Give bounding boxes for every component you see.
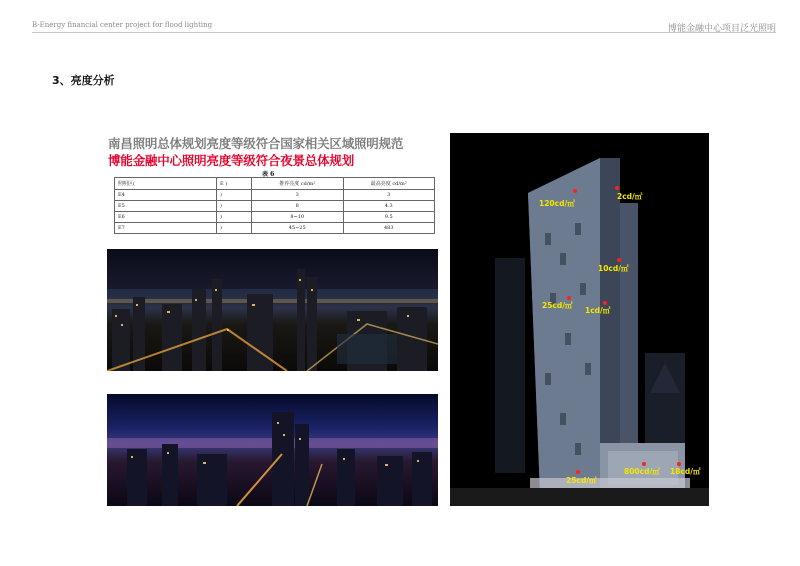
luminance-label: 25cd/㎡ xyxy=(542,301,573,310)
table-cell: 9.5 xyxy=(343,212,435,223)
header-project-name: B-Energy financial center project for flood lighting xyxy=(32,21,213,29)
table-cell: ) xyxy=(217,223,252,234)
table-header-cell: 照明区( xyxy=(115,178,217,190)
luminance-label: 1cd/㎡ xyxy=(585,306,611,315)
table-cell: 3 xyxy=(252,190,344,201)
luminance-marker xyxy=(615,186,619,190)
panel-title-line-2: 博能金融中心照明亮度等级符合夜景总体规划 xyxy=(108,153,355,168)
table-row xyxy=(115,201,435,212)
building-lighting-render xyxy=(450,133,709,506)
table-cell: ) xyxy=(217,190,252,201)
table-row xyxy=(115,212,435,223)
city-night-photo-2-art xyxy=(107,394,438,506)
table-cell: 3 xyxy=(343,190,435,201)
section-title: 3、亮度分析 xyxy=(52,74,115,87)
luminance-label: 2cd/㎡ xyxy=(617,192,643,201)
building-render-art xyxy=(450,133,709,506)
table-cell: 483 xyxy=(343,223,435,234)
table-cell: ) xyxy=(217,201,252,212)
table-row xyxy=(115,190,435,201)
table-caption: 表 6 xyxy=(262,171,275,178)
luminance-standard-table xyxy=(114,177,435,234)
header-divider xyxy=(32,32,776,33)
header-project-name-cn: 博能金融中心项目泛光照明 xyxy=(667,24,776,34)
luminance-label: 10cd/㎡ xyxy=(598,264,629,273)
table-cell: E5 xyxy=(115,201,217,212)
luminance-label: 25cd/㎡ xyxy=(566,476,597,485)
city-night-photo-1 xyxy=(107,249,438,371)
table-cell: 45~25 xyxy=(252,223,344,234)
table-header-cell: E ) xyxy=(217,178,252,190)
table-cell: 8~10 xyxy=(252,212,344,223)
table-header-cell: 推荐亮度 cd/m² xyxy=(252,178,344,190)
luminance-marker xyxy=(573,189,577,193)
city-night-photo-2 xyxy=(107,394,438,506)
table-cell: E4 xyxy=(115,190,217,201)
city-night-photo-1-art xyxy=(107,249,438,371)
table-cell: E6 xyxy=(115,212,217,223)
panel-title-line-1: 南昌照明总体规划亮度等级符合国家相关区域照明规范 xyxy=(108,136,404,151)
table-row xyxy=(115,223,435,234)
table-cell: 8 xyxy=(252,201,344,212)
luminance-label: 120cd/㎡ xyxy=(539,199,575,208)
luminance-label: 800cd/㎡ xyxy=(624,467,660,476)
luminance-marker xyxy=(617,258,621,262)
luminance-label: 18cd/㎡ xyxy=(670,467,701,476)
table-cell: ) xyxy=(217,212,252,223)
table-header-row xyxy=(115,178,435,190)
table-header-cell: 最高亮度 cd/m² xyxy=(343,178,435,190)
table-cell: 4.3 xyxy=(343,201,435,212)
luminance-marker xyxy=(576,470,580,474)
table-cell: E7 xyxy=(115,223,217,234)
